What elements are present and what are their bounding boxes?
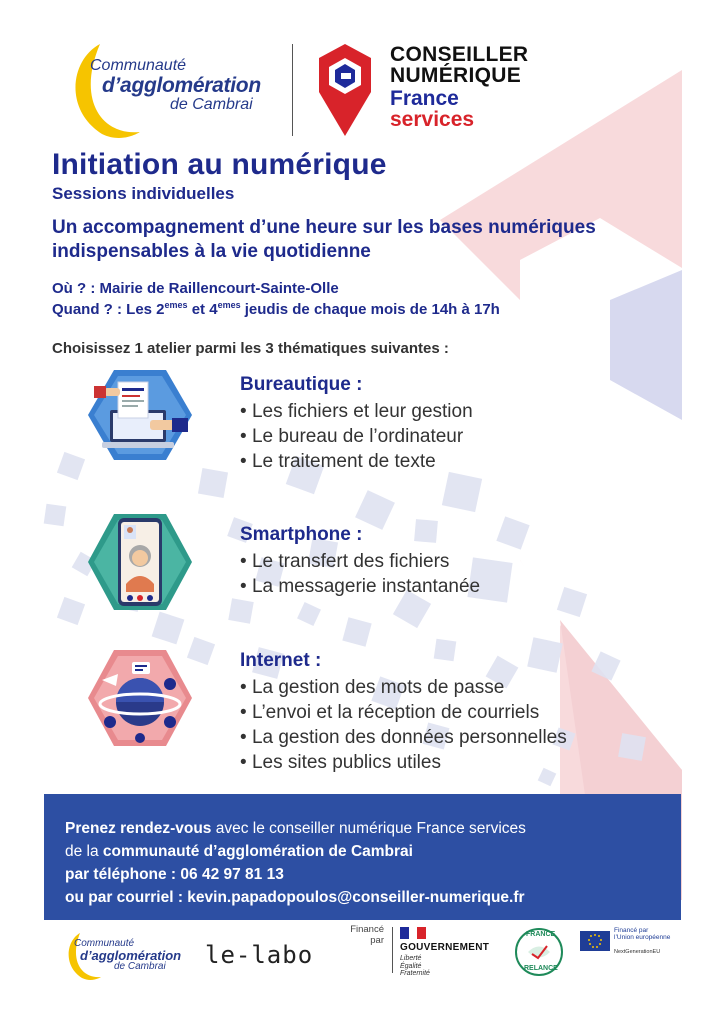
gov-name: GOUVERNEMENT [400,942,490,953]
contact-line2 [65,840,681,863]
cac-line3: de Cambrai [170,95,253,113]
contact-box [44,794,681,920]
schedule [52,299,672,320]
cn-line2: NUMÉRIQUE [390,64,522,87]
footer-cac-line2: d’agglomération [80,948,182,963]
gouvernement-logo [400,927,489,978]
list-item: • La gestion des données personnelles [240,725,567,750]
cac-line2: d’agglomération [102,73,261,97]
french-flag-icon [400,927,426,939]
schedule-sup2: emes [217,299,241,310]
eu-line1: Financé par [614,927,649,934]
list-item: • La gestion des mots de passe [240,675,567,700]
theme-items [240,675,567,775]
schedule-mid: et 4 [187,300,218,318]
eu-line2: l’Union européenne [614,934,671,942]
financed-by-label [346,925,384,947]
smartphone-video-call-icon [88,514,192,610]
eu-nextgen: NextGenerationEU [614,949,661,955]
relance-bottom: RELANCE [524,965,558,972]
gov-motto [400,955,489,978]
description-line2: indispensables à la vie quotidienne [52,241,371,263]
theme-text-bureautique [240,374,473,474]
list-item: • Les sites publics utiles [240,750,567,775]
cambrai-agglomeration-logo [62,40,282,135]
header-divider [292,44,293,136]
france-relance-logo [514,927,564,982]
theme-items [240,399,473,474]
theme-title: Bureautique : [240,374,363,395]
list-item: • Le transfert des fichiers [240,549,480,574]
cn-line3: France [390,87,459,110]
contact-line2-pre: de la [65,843,103,860]
eu-text [614,927,694,942]
list-item: • Le traitement de texte [240,449,473,474]
contact-email[interactable]: ou par courriel : kevin.papadopoulos@conseiller-numerique.fr [65,889,525,906]
list-item: • Les fichiers et leur gestion [240,399,473,424]
theme-text-smartphone [240,524,480,599]
schedule-suffix: jeudis de chaque mois de 14h à 17h [240,300,500,318]
cn-line1: CONSEILLER [390,43,529,66]
contact-line1-bold: Prenez rendez-vous [65,820,212,837]
contact-line2-bold: communauté d’agglomération de Cambrai [102,843,413,860]
le-labo-logo: le-labo [205,941,314,969]
motto-line3: Fraternité [400,970,430,978]
subtitle: Sessions individuelles [52,184,235,203]
motto-line1: Liberté [400,955,422,962]
footer-cac-line1: Communauté [74,938,135,949]
list-item: • La messagerie instantanée [240,574,480,599]
conseiller-numerique-logo-text [390,44,528,130]
finance-line2: par [370,934,384,946]
conseiller-numerique-pin-icon [315,42,375,138]
cn-line4: services [390,108,475,131]
description [52,216,672,265]
finance-line1: Financé [350,924,384,935]
footer-logos [0,925,725,1024]
footer-cac-line3: de Cambrai [114,961,166,972]
location: Où ? : Mairie de Raillencourt-Sainte-Olle [52,279,339,297]
theme-title: Internet : [240,650,322,671]
schedule-sup1: emes [164,299,188,310]
main-content [52,148,672,357]
contact-line1-rest: avec le conseiller numérique France services [211,820,526,837]
footer-divider [392,927,393,973]
footer-cambrai-logo [62,931,182,981]
theme-title: Smartphone : [240,524,363,545]
choose-instruction: Choisissez 1 atelier parmi les 3 thématiques suivantes : [52,340,449,358]
globe-internet-icon [88,650,192,746]
schedule-prefix: Quand ? : Les 2 [52,300,165,318]
contact-phone[interactable]: par téléphone : 06 42 97 81 13 [65,866,284,883]
motto-line2: Égalité [400,962,422,970]
theme-items [240,549,480,599]
page-title: Initiation au numérique [52,148,387,181]
description-line1: Un accompagnement d’une heure sur les bases numériques [52,217,596,238]
relance-top: FRANCE [526,931,556,938]
theme-text-internet [240,650,567,775]
list-item: • Le bureau de l’ordinateur [240,424,473,449]
cac-line1: Communauté [90,57,187,74]
contact-line1 [65,817,681,840]
list-item: • L’envoi et la réception de courriels [240,700,567,725]
header [0,0,725,140]
laptop-documents-icon [88,370,192,460]
eu-flag-icon [580,931,610,951]
